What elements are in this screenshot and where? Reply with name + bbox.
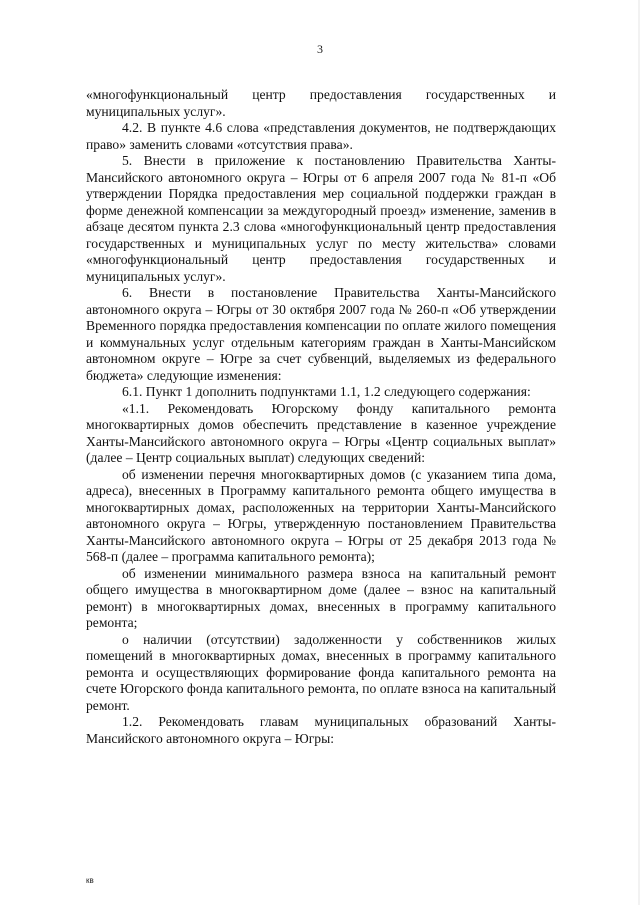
paragraph: 5. Внести в приложение к постановлению Правительства Ханты-Мансийского автономного округа – Югры от 6 апреля 2007 года № 81-п «Об утверждении Порядка предоставления мер социальной поддержки граждан в форме денежной компенсации за междугородный проезд» изменение, заменив в абзаце десятом пункта 2.3 слова «многофункциональный центр предоставления государственных и муниципальных услуг по месту жительства» словами «многофункциональный центр предоставления государственных и муниципальных услуг». bbox=[86, 153, 556, 284]
paragraph: о наличии (отсутствии) задолженности у собственников жилых помещений в многоквартирных домах, внесенных в программу капитального ремонта и осуществляющих формирование фонда капитального ремонта на счете Югорского фонда капитального ремонта, по оплате взноса на капитальный ремонт. bbox=[86, 631, 556, 713]
paragraph: об изменении перечня многоквартирных домов (с указанием типа дома, адреса), внесенных в Программу капитального ремонта общего имущества в многоквартирных домах, расположенных на территории Ханты-Мансийского автономного округа – Югры, утвержденную постановлением Правительства Ханты-Мансийского автономного округа – Югры от 25 декабря 2013 года № 568-п (далее – программа капитального ремонта); bbox=[86, 466, 556, 564]
footer-mark: кв bbox=[86, 876, 94, 885]
paragraph: 6.1. Пункт 1 дополнить подпунктами 1.1, 1.2 следующего содержания: bbox=[122, 384, 531, 399]
page-number: 3 bbox=[317, 42, 323, 56]
document-body bbox=[86, 87, 556, 747]
paragraph: «многофункциональный центр предоставления государственных и муниципальных услуг». bbox=[86, 87, 556, 119]
paragraph: об изменении минимального размера взноса на капитальный ремонт общего имущества в многоквартирном доме (далее – взнос на капитальный ремонт) в многоквартирных домах, внесенных в программу капитального ремонта; bbox=[86, 565, 556, 630]
paragraph: «1.1. Рекомендовать Югорскому фонду капитального ремонта многоквартирных домов обеспечить представление в казенное учреждение Ханты-Мансийского автономного округа – Югры «Центр социальных выплат» (далее – Центр социальных выплат) следующих сведений: bbox=[86, 400, 556, 465]
paragraph: 6. Внести в постановление Правительства Ханты-Мансийского автономного округа – Югры от 30 октября 2007 года № 260-п «Об утверждении Временного порядка предоставления компенсации по оплате жилого помещения и коммунальных услуг отдельным категориям граждан в Ханты-Мансийском автономном округе – Югре за счет субвенций, выделяемых из федерального бюджета» следующие изменения: bbox=[86, 285, 556, 383]
paragraph: 1.2. Рекомендовать главам муниципальных образований Ханты-Мансийского автономного округа – Югры: bbox=[86, 714, 556, 746]
paragraph: 4.2. В пункте 4.6 слова «представления документов, не подтверждающих право» заменить словами «отсутствия права». bbox=[86, 120, 556, 152]
